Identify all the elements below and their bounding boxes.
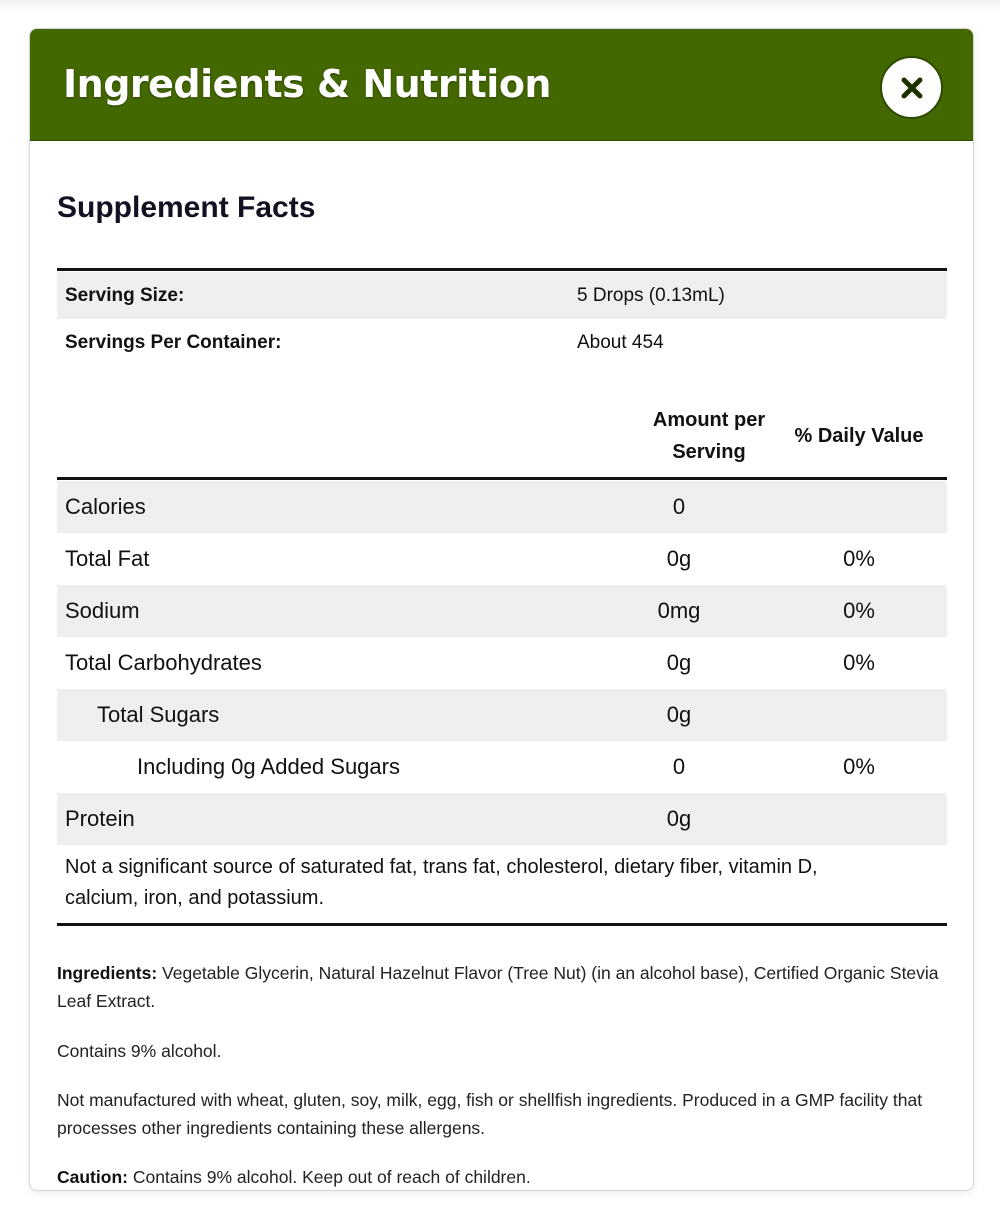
nutrient-amount: 0g xyxy=(666,806,692,831)
nutrient-amount: 0g xyxy=(666,702,692,727)
table-row xyxy=(57,481,947,533)
table-row xyxy=(57,689,947,741)
caution-paragraph xyxy=(57,1163,947,1191)
top-rule xyxy=(57,268,947,271)
nutrient-amount: 0mg xyxy=(657,598,701,623)
modal-header xyxy=(30,29,973,141)
close-x-icon xyxy=(899,75,925,101)
servings-per-container-row xyxy=(57,319,947,366)
serving-size-value: 5 Drops (0.13mL) xyxy=(577,284,725,306)
servings-per-container-label: Servings Per Container: xyxy=(65,331,282,353)
table-row xyxy=(57,585,947,637)
facts-footnote xyxy=(65,852,935,914)
table-row xyxy=(57,793,947,845)
alcohol-paragraph: Contains 9% alcohol. xyxy=(57,1041,222,1061)
supplement-facts-title: Supplement Facts xyxy=(57,191,316,224)
ingredients-modal xyxy=(29,28,974,1191)
nutrient-dv: 0% xyxy=(843,650,875,675)
nutrient-label: Total Sugars xyxy=(97,702,220,727)
ingredients-label: Ingredients: xyxy=(57,963,158,983)
servings-per-container-value: About 454 xyxy=(577,331,664,353)
nutrient-label: Sodium xyxy=(65,598,140,623)
amount-header-line1: Amount per xyxy=(652,409,766,431)
ingredients-paragraph xyxy=(57,959,947,1015)
nutrient-amount: 0g xyxy=(666,546,692,571)
page-top-shadow xyxy=(0,0,1000,14)
footnote-line: Not a significant source of saturated fat, trans fat, cholesterol, dietary fiber, vitamin D, xyxy=(65,856,818,878)
nutrient-label: Including 0g Added Sugars xyxy=(137,754,400,779)
nutrient-amount: 0g xyxy=(666,650,692,675)
table-row xyxy=(57,741,947,793)
nutrient-dv: 0% xyxy=(843,598,875,623)
caution-label: Caution: xyxy=(57,1167,128,1187)
table-row xyxy=(57,533,947,585)
nutrient-label: Calories xyxy=(65,494,146,519)
close-button[interactable] xyxy=(880,56,943,119)
nutrient-amount: 0 xyxy=(672,754,686,779)
serving-size-label: Serving Size: xyxy=(65,284,185,306)
footnote-line: calcium, iron, and potassium. xyxy=(65,887,325,909)
daily-value-header: % Daily Value xyxy=(794,425,924,447)
modal-title: Ingredients & Nutrition xyxy=(63,62,551,106)
ingredients-text: Vegetable Glycerin, Natural Hazelnut Flavor (Tree Nut) (in an alcohol base), Certified Organic Stevia Leaf Extract. xyxy=(57,963,939,1011)
bottom-rule xyxy=(57,923,947,926)
table-row xyxy=(57,637,947,689)
nutrient-dv: 0% xyxy=(843,754,875,779)
nutrient-label: Protein xyxy=(65,806,135,831)
nutrient-amount: 0 xyxy=(672,494,686,519)
caution-text: Contains 9% alcohol. Keep out of reach of children. xyxy=(127,1167,531,1187)
nutrient-dv: 0% xyxy=(843,546,875,571)
nutrient-label: Total Fat xyxy=(65,546,150,571)
serving-size-row xyxy=(57,272,947,319)
amount-header-line2: Serving xyxy=(672,441,746,463)
header-rule xyxy=(57,477,947,480)
allergen-paragraph: Not manufactured with wheat, gluten, soy, milk, egg, fish or shellfish ingredients. Produced in a GMP facility that processes other ingredients containing these allergens. xyxy=(57,1090,923,1138)
nutrient-label: Total Carbohydrates xyxy=(65,650,262,675)
